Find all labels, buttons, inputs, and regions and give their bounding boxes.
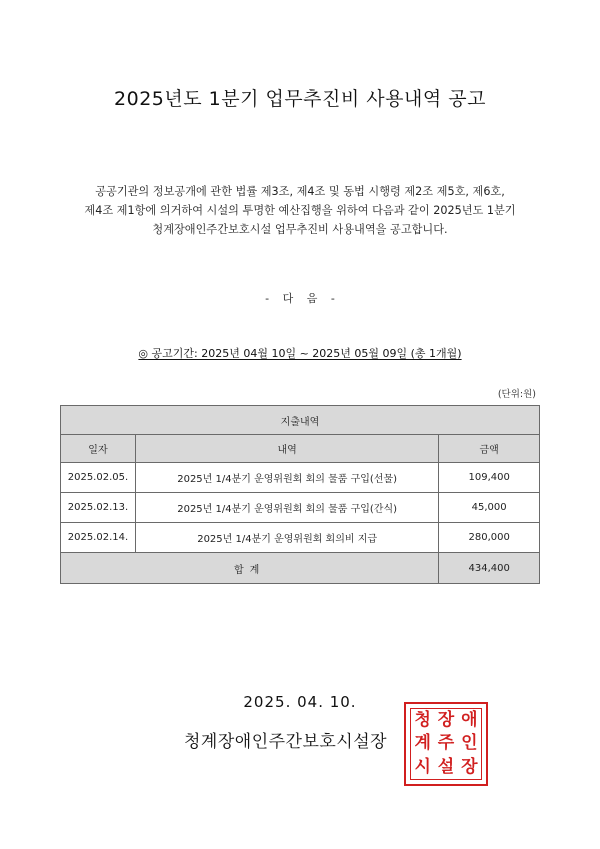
total-amount: 434,400 xyxy=(439,553,540,584)
table-row xyxy=(61,493,540,523)
official-seal-stamp xyxy=(404,702,488,786)
organization-name: 청계장애인주간보호시설장 xyxy=(184,732,388,752)
seal-char: 청 xyxy=(414,710,431,731)
intro-line: 제4조 제1항에 의거하여 시설의 투명한 예산집행을 위하여 다음과 같이 2025년도 1분기 xyxy=(84,204,516,217)
intro-line: 공공기관의 정보공개에 관한 법률 제3조, 제4조 및 동법 시행령 제2조 제5호, 제6호, xyxy=(95,185,505,198)
header-date: 일자 xyxy=(61,435,136,463)
notice-period-text: ◎ 공고기간: 2025년 04월 10일 ~ 2025년 05월 09일 (총 1개월) xyxy=(138,347,462,360)
seal-char: 설 xyxy=(437,756,455,777)
table-row xyxy=(61,523,540,553)
dadum-heading: - 다 음 - xyxy=(265,292,335,305)
row-amount: 280,000 xyxy=(439,523,540,553)
intro-paragraph xyxy=(50,182,550,239)
row-desc: 2025년 1/4분기 운영위원회 회의 물품 구입(선물) xyxy=(135,463,438,493)
expense-table xyxy=(60,405,540,584)
row-amount: 109,400 xyxy=(439,463,540,493)
table-total-row xyxy=(61,553,540,584)
seal-char: 계 xyxy=(414,733,431,754)
total-label: 합계 xyxy=(61,553,439,584)
table-header-row xyxy=(61,435,540,463)
row-amount: 45,000 xyxy=(439,493,540,523)
row-desc: 2025년 1/4분기 운영위원회 회의비 지급 xyxy=(135,523,438,553)
seal-char: 장 xyxy=(437,710,455,731)
document-date: 2025. 04. 10. xyxy=(243,693,357,711)
intro-line: 청계장애인주간보호시설 업무추진비 사용내역을 공고합니다. xyxy=(152,223,448,236)
seal-char: 시 xyxy=(414,756,431,777)
notice-period xyxy=(0,345,600,361)
document-title: 2025년도 1분기 업무추진비 사용내역 공고 xyxy=(114,88,486,110)
table-caption: 지출내역 xyxy=(61,406,540,435)
row-desc: 2025년 1/4분기 운영위원회 회의 물품 구입(간식) xyxy=(135,493,438,523)
row-date: 2025.02.13. xyxy=(61,493,136,523)
seal-char: 장 xyxy=(461,756,478,777)
seal-char: 인 xyxy=(461,733,478,754)
unit-label: (단위:원) xyxy=(497,389,536,400)
seal-char: 애 xyxy=(461,710,478,731)
row-date: 2025.02.14. xyxy=(61,523,136,553)
header-desc: 내역 xyxy=(135,435,438,463)
header-amount: 금액 xyxy=(439,435,540,463)
seal-inner-border xyxy=(410,708,482,780)
table-caption-row xyxy=(61,406,540,435)
row-date: 2025.02.05. xyxy=(61,463,136,493)
seal-char: 주 xyxy=(437,733,455,754)
table-row xyxy=(61,463,540,493)
